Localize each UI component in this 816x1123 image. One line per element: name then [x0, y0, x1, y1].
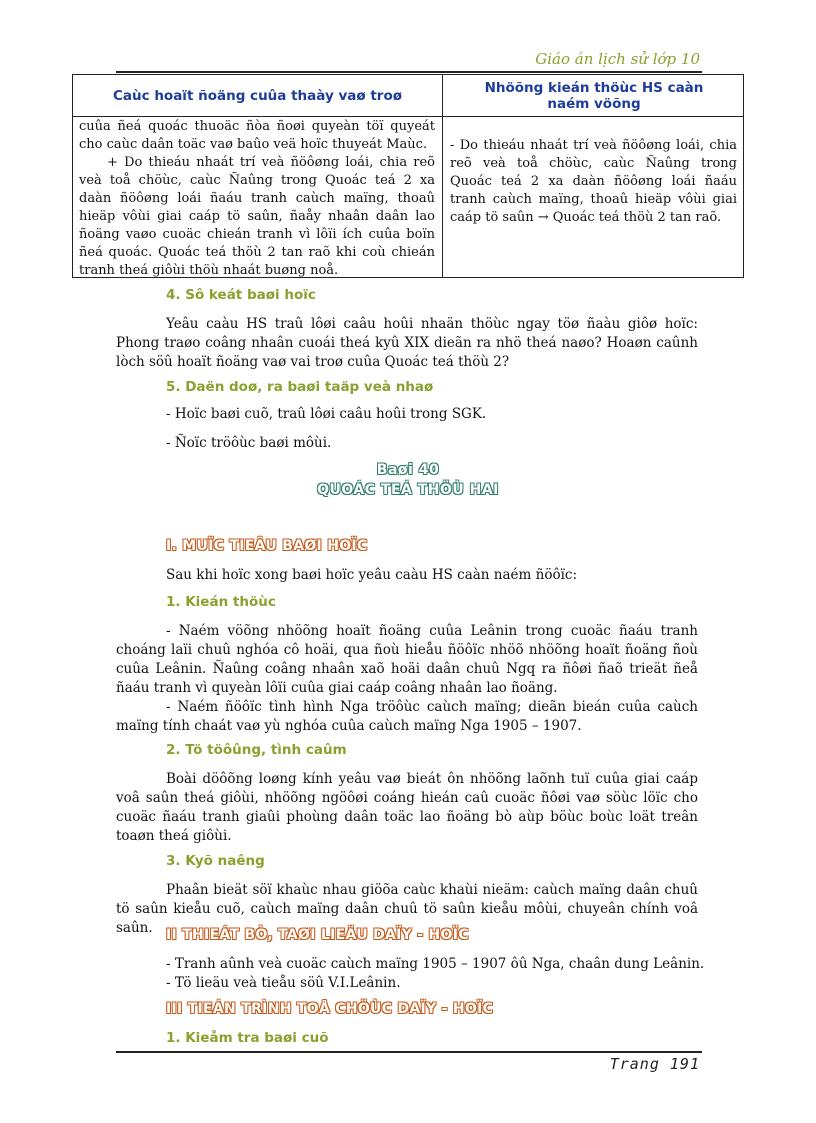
- section-4-text: [116, 315, 698, 372]
- attitude-text: [116, 770, 698, 846]
- paragraph: Sau khi hoïc xong baøi hoïc yeâu caàu HS caàn naém ñöôïc:: [166, 567, 577, 583]
- lesson-title: QUOÁC TEÁ THÖÙ HAI: [317, 482, 499, 498]
- paragraph: - Naém vöõng nhöõng hoaït ñoäng cuûa Leânin trong cuoäc ñaáu tranh choáng laïi chuû nghóa cô hoäi, qua ñoù hieåu ñöôïc nhöõ nhöõng hoaït ñoäng ñoù cuûa Leânin. Ñaûng coâng nhaân xaõ hoäi daân chuû Ngq ra ñôøi ñaõ trieät ñeå ñaáu tranh vì quyeàn lôïi cuûa giai caáp coâng nhaân lao ñoäng.: [116, 623, 698, 696]
- header-divider: [116, 71, 702, 73]
- attitude-heading: 2. Tö töôûng, tình caûm: [166, 742, 347, 758]
- section-i-heading: I. MUÏC TIEÂU BAØI HOÏC: [166, 538, 368, 554]
- paragraph: - Naém ñöôïc tình hình Nga tröôùc caùch maïng; dieãn bieán cuûa caùch maïng tính chaát vaø yù nghóa cuûa caùch maïng Nga 1905 – 1907.: [116, 699, 698, 734]
- table-header-activities: Caùc hoaït ñoäng cuûa thaày vaø troø: [112, 87, 403, 104]
- footer-divider: [116, 1051, 702, 1053]
- skills-heading: 3. Kyõ naêng: [166, 853, 265, 869]
- table-cell-knowledge: [450, 137, 737, 227]
- table-cell-paragraph: + Do thieáu nhaát trí veà ñöôøng loái, chia reõ veà toå chöùc, caùc Ñaûng trong Quoác teá 2 xa daàn ñöôøng loái ñaáu tranh caùch maïng, thoaû hieäp vôùi giai caáp tö saûn, ñaåy nhaân daân lao ñoäng vaøo cuoäc chieán tranh vì lôïi ích cuûa boïn ñeá quoác. Quoác teá thöù 2 tan raõ khi coù chieán tranh theá giôùi thöù nhaát buøng noå.: [79, 155, 435, 278]
- review-heading: 1. Kieåm tra baøi cuõ: [166, 1030, 329, 1046]
- paragraph: Yeâu caàu HS traû lôøi caâu hoûi nhaän thöùc ngay töø ñaàu giôø hoïc: Phong traøo coâng nhaân cuoái theá kyû XIX dieãn ra nhö theá naøo? Hoaøn caûnh lòch söû hoaït ñoäng vaø vai troø cuûa Quoác teá thöù 2?: [116, 316, 698, 370]
- table-cell-activities: [79, 118, 435, 280]
- page-number: Trang 191: [609, 1055, 700, 1073]
- list-item: - Tranh aûnh veà cuoäc caùch maïng 1905 – 1907 ôû Nga, chaân dung Leânin.: [166, 956, 705, 972]
- table-cell-paragraph: cuûa ñeá quoác thuoäc ñòa ñoøi quyeàn töï quyeát cho caùc daân toäc vaø baûo veä hoïc thuyeát Maùc.: [79, 119, 435, 152]
- table-row-divider: [73, 116, 743, 117]
- table-header-knowledge: Nhöõng kieán thöùc HS caàn naém vöõng: [484, 79, 704, 112]
- knowledge-text: [116, 622, 698, 736]
- paragraph: Boài döôõng loøng kính yeâu vaø bieát ôn nhöõng laõnh tuï cuûa giai caáp voâ saûn theá giôùi, nhöõng ngöôøi coáng hieán caû cuoäc ñôøi vaø söùc löïc cho cuoäc ñaáu tranh giaûi phoùng daân toäc lao ñoäng bò aùp böùc boùc loät treân toaøn theá giôùi.: [116, 771, 698, 844]
- section-ii-heading: II THIEÁT BÒ, TAØI LIEÄU DAÏY - HOÏC: [166, 927, 469, 943]
- section-4-heading: 4. Sô keát baøi hoïc: [166, 287, 316, 303]
- list-item: - Hoïc baøi cuõ, traû lôøi caâu hoûi trong SGK.: [166, 406, 487, 422]
- list-item: - Tö lieäu veà tieåu söû V.I.Leânin.: [166, 975, 401, 991]
- knowledge-heading: 1. Kieán thöùc: [166, 594, 276, 610]
- paragraph: Phaân bieät söï khaùc nhau giöõa caùc khaùi nieäm: caùch maïng daân chuû tö saûn kieåu cuõ, caùch maïng daân chuû tö saûn kieåu môùi, chuyeân chính voâ saûn.: [116, 882, 698, 936]
- table-cell-paragraph: - Do thieáu nhaát trí veà ñöôøng loái, chia reõ veà toå chöùc, caùc Ñaûng trong Quoác teá 2 xa daàn ñöôøng loái ñaáu tranh caùch maïng, thoaû hieäp vôùi giai caáp tö saûn → Quoác teá thöù 2 tan raõ.: [450, 138, 737, 225]
- list-item: - Ñoïc tröôùc baøi môùi.: [166, 435, 332, 451]
- lesson-table: [72, 74, 744, 278]
- lesson-number: Baøi 40: [376, 462, 440, 478]
- header-title: Giáo án lịch sử lớp 10: [535, 50, 700, 68]
- section-iii-heading: III TIEÁN TRÌNH TOÅ CHÖÙC DAÏY - HOÏC: [166, 1001, 494, 1017]
- section-5-heading: 5. Daën doø, ra baøi taäp veà nhaø: [166, 379, 434, 395]
